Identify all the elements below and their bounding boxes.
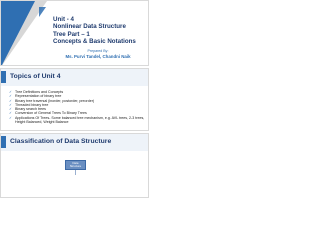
list-item: ✓ Binary tree traversal (inorder, postorder, preorder) [9,98,95,103]
slide-classification[interactable] [0,133,149,198]
node-label-line: Data [72,160,79,165]
list-item: ✓ Conversion of General Trees To Binary Trees [9,111,87,116]
topics-list [9,90,147,124]
checkmark-icon: ✓ [9,90,13,94]
list-item: ✓ Applications Of Trees- Some balanced tree mechanism, e.g. AVL trees, 2-3 trees, Height Balanced, Weight Balance [9,115,145,125]
slide-title[interactable] [0,0,149,66]
diagram-connector [75,170,76,175]
title-line-concepts: Concepts & Basic Notations [53,38,136,46]
heading-accent-bar [1,136,6,148]
checkmark-icon: ✓ [9,102,13,107]
title-line-topic: Nonlinear Data Structure [53,23,126,31]
decor-small-triangle [39,7,46,17]
checkmark-icon: ✓ [9,107,13,112]
title-line-part: Tree Part – 1 [53,30,90,38]
checkmark-icon: ✓ [9,94,13,99]
slide-title-text [53,16,149,46]
list-item: ✓ Threaded binary tree [9,102,49,107]
node-label-line: Structure [69,163,82,168]
checkmark-icon: ✓ [9,98,13,103]
diagram-root-node [65,160,86,170]
prepared-by-label: Prepared By: [87,49,109,53]
authors-text: Ms. Purvi Tandel, Chandni Naik [65,54,131,59]
slide-thumbnail-stack [0,0,149,198]
list-item: ✓ Binary search trees [9,107,46,112]
slide-topics[interactable] [0,68,149,131]
list-item: ✓ Representation of binary tree [9,94,62,99]
checkmark-icon: ✓ [9,115,13,120]
checkmark-icon: ✓ [9,111,13,116]
title-line-unit: Unit - 4 [53,16,74,23]
slide-heading: Topics of Unit 4 [10,73,61,80]
decor-blue-triangle [1,1,35,66]
list-item: ✓ Tree Definitions and Concepts [9,90,64,94]
heading-accent-bar [1,71,6,83]
slide-heading: Classification of Data Structure [10,138,112,145]
